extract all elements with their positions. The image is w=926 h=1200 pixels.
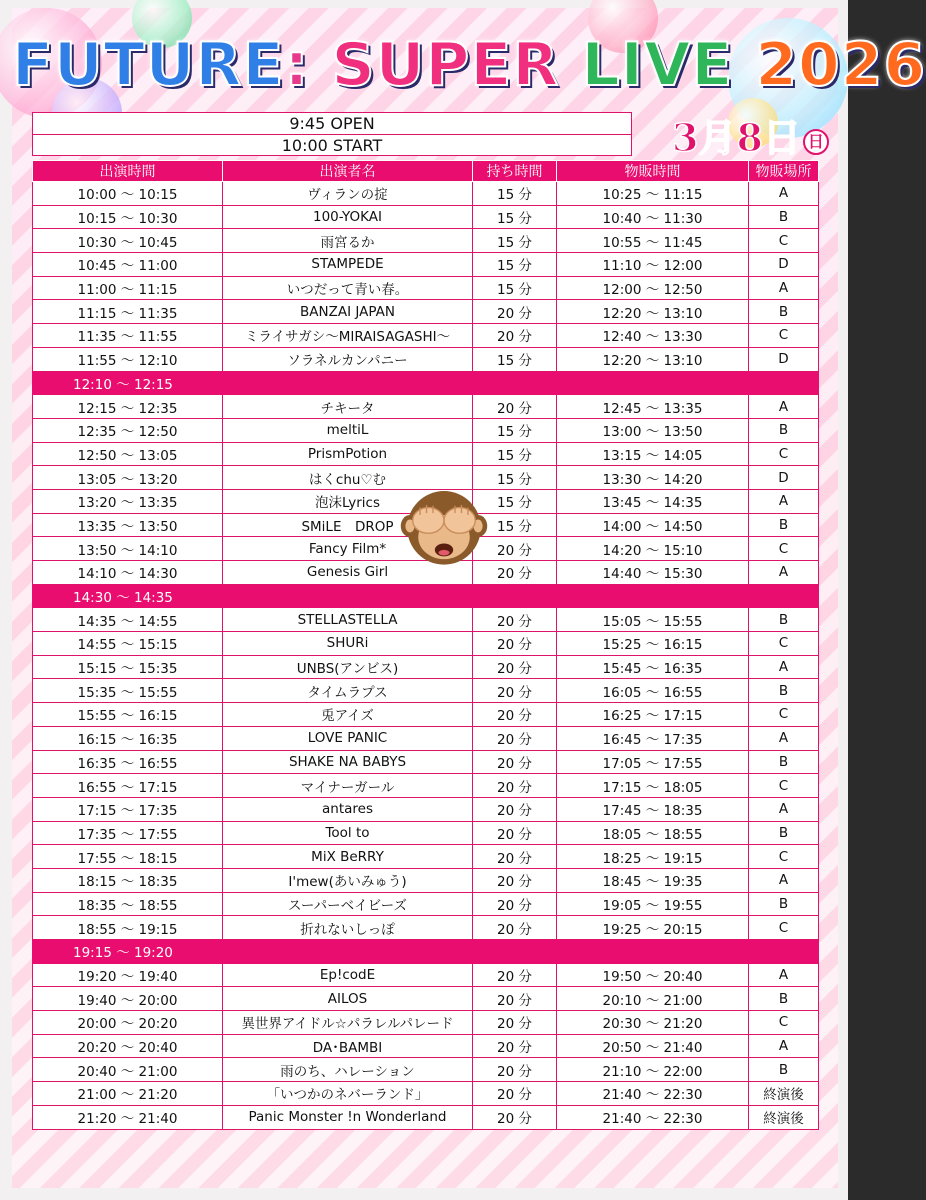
artist-name-cell: BANZAI JAPAN: [223, 300, 473, 324]
merch-time-cell: 19:50 〜 20:40: [557, 963, 749, 987]
table-row: [33, 679, 819, 703]
artist-name-cell: いつだって青い春。: [223, 276, 473, 300]
duration-cell: 20 分: [473, 655, 557, 679]
artist-name-cell: 100-YOKAI: [223, 205, 473, 229]
table-row: [33, 205, 819, 229]
merch-location-cell: A: [749, 797, 819, 821]
duration-cell: 20 分: [473, 561, 557, 585]
table-row: [33, 1105, 819, 1129]
merch-time-cell: 12:20 〜 13:10: [557, 300, 749, 324]
performance-time-cell: 14:35 〜 14:55: [33, 608, 223, 632]
table-row: [33, 868, 819, 892]
merch-time-cell: 20:10 〜 21:00: [557, 987, 749, 1011]
merch-time-cell: 15:25 〜 16:15: [557, 632, 749, 656]
artist-name-cell: Tool to: [223, 821, 473, 845]
performance-time-cell: 13:05 〜 13:20: [33, 466, 223, 490]
artist-name-cell: スーパーベイビーズ: [223, 892, 473, 916]
table-row: [33, 1034, 819, 1058]
title-live: LIVE: [581, 30, 734, 100]
artist-name-cell: PrismPotion: [223, 442, 473, 466]
performance-time-cell: 12:35 〜 12:50: [33, 418, 223, 442]
merch-location-cell: A: [749, 561, 819, 585]
merch-location-cell: C: [749, 324, 819, 348]
merch-location-cell: C: [749, 632, 819, 656]
merch-time-cell: 17:15 〜 18:05: [557, 774, 749, 798]
performance-time-cell: 11:00 〜 11:15: [33, 276, 223, 300]
performance-time-cell: 15:55 〜 16:15: [33, 703, 223, 727]
table-row: [33, 442, 819, 466]
merch-time-cell: 10:40 〜 11:30: [557, 205, 749, 229]
duration-cell: 15 分: [473, 276, 557, 300]
performance-time-cell: 13:35 〜 13:50: [33, 513, 223, 537]
merch-time-cell: 14:00 〜 14:50: [557, 513, 749, 537]
duration-cell: 15 分: [473, 442, 557, 466]
artist-name-cell: Fancy Film*: [223, 537, 473, 561]
merch-location-cell: A: [749, 726, 819, 750]
merch-time-cell: 20:50 〜 21:40: [557, 1034, 749, 1058]
performance-time-cell: 18:15 〜 18:35: [33, 868, 223, 892]
date-weekday: 日: [803, 129, 829, 155]
performance-time-cell: 16:35 〜 16:55: [33, 750, 223, 774]
merch-location-cell: A: [749, 963, 819, 987]
artist-name-cell: 兎アイズ: [223, 703, 473, 727]
header-merch-time: 物販時間: [557, 161, 749, 182]
table-row: [33, 916, 819, 940]
title-year: 2026: [755, 30, 926, 100]
merch-time-cell: 16:25 〜 17:15: [557, 703, 749, 727]
merch-location-cell: C: [749, 774, 819, 798]
table-row: [33, 750, 819, 774]
merch-location-cell: D: [749, 347, 819, 371]
open-start-box: [32, 112, 632, 156]
break-time: 12:10 〜 12:15: [33, 371, 819, 395]
break-time: 14:30 〜 14:35: [33, 584, 819, 608]
table-row: [33, 276, 819, 300]
duration-cell: 20 分: [473, 963, 557, 987]
performance-time-cell: 13:50 〜 14:10: [33, 537, 223, 561]
artist-name-cell: I'mew(あいみゅう): [223, 868, 473, 892]
merch-location-cell: C: [749, 537, 819, 561]
event-date: [672, 114, 829, 162]
table-row: [33, 418, 819, 442]
break-row: [33, 940, 819, 964]
duration-cell: 20 分: [473, 987, 557, 1011]
performance-time-cell: 16:15 〜 16:35: [33, 726, 223, 750]
performance-time-cell: 18:55 〜 19:15: [33, 916, 223, 940]
merch-time-cell: 12:20 〜 13:10: [557, 347, 749, 371]
merch-location-cell: B: [749, 608, 819, 632]
performance-time-cell: 16:55 〜 17:15: [33, 774, 223, 798]
merch-location-cell: C: [749, 1011, 819, 1035]
merch-location-cell: B: [749, 892, 819, 916]
table-row: [33, 987, 819, 1011]
merch-time-cell: 13:00 〜 13:50: [557, 418, 749, 442]
start-time: 10:00 START: [33, 134, 631, 156]
table-row: [33, 182, 819, 206]
header-merch-location: 物販場所: [749, 161, 819, 182]
merch-location-cell: 終演後: [749, 1082, 819, 1106]
performance-time-cell: 13:20 〜 13:35: [33, 489, 223, 513]
duration-cell: 15 分: [473, 182, 557, 206]
table-row: [33, 229, 819, 253]
table-row: [33, 774, 819, 798]
merch-time-cell: 10:55 〜 11:45: [557, 229, 749, 253]
duration-cell: 20 分: [473, 324, 557, 348]
table-row: [33, 324, 819, 348]
duration-cell: 20 分: [473, 632, 557, 656]
performance-time-cell: 12:50 〜 13:05: [33, 442, 223, 466]
timetable-body: [33, 182, 819, 1130]
merch-location-cell: A: [749, 182, 819, 206]
performance-time-cell: 11:55 〜 12:10: [33, 347, 223, 371]
break-time: 19:15 〜 19:20: [33, 940, 819, 964]
merch-time-cell: 13:30 〜 14:20: [557, 466, 749, 490]
duration-cell: 20 分: [473, 395, 557, 419]
break-row: [33, 584, 819, 608]
artist-name-cell: antares: [223, 797, 473, 821]
performance-time-cell: 18:35 〜 18:55: [33, 892, 223, 916]
event-poster: [12, 8, 926, 1188]
merch-location-cell: B: [749, 987, 819, 1011]
merch-location-cell: C: [749, 845, 819, 869]
duration-cell: 15 分: [473, 253, 557, 277]
merch-time-cell: 12:00 〜 12:50: [557, 276, 749, 300]
table-row: [33, 963, 819, 987]
duration-cell: 20 分: [473, 1105, 557, 1129]
performance-time-cell: 21:20 〜 21:40: [33, 1105, 223, 1129]
duration-cell: 20 分: [473, 797, 557, 821]
merch-time-cell: 18:05 〜 18:55: [557, 821, 749, 845]
artist-name-cell: SHAKE NA BABYS: [223, 750, 473, 774]
title-future: FUTURE: [12, 30, 285, 100]
break-row: [33, 371, 819, 395]
table-row: [33, 395, 819, 419]
artist-name-cell: ソラネルカンパニー: [223, 347, 473, 371]
artist-name-cell: SHURi: [223, 632, 473, 656]
merch-time-cell: 12:40 〜 13:30: [557, 324, 749, 348]
title-super: SUPER: [331, 30, 560, 100]
duration-cell: 20 分: [473, 608, 557, 632]
duration-cell: 20 分: [473, 868, 557, 892]
performance-time-cell: 11:35 〜 11:55: [33, 324, 223, 348]
merch-location-cell: C: [749, 703, 819, 727]
merch-location-cell: A: [749, 276, 819, 300]
performance-time-cell: 10:00 〜 10:15: [33, 182, 223, 206]
event-title: [12, 22, 926, 108]
duration-cell: 20 分: [473, 774, 557, 798]
merch-location-cell: B: [749, 300, 819, 324]
merch-location-cell: B: [749, 821, 819, 845]
merch-time-cell: 16:05 〜 16:55: [557, 679, 749, 703]
merch-location-cell: A: [749, 1034, 819, 1058]
artist-name-cell: 雨宮るか: [223, 229, 473, 253]
table-row: [33, 253, 819, 277]
merch-location-cell: A: [749, 395, 819, 419]
merch-location-cell: B: [749, 750, 819, 774]
duration-cell: 20 分: [473, 537, 557, 561]
artist-name-cell: 雨のち、ハレーション: [223, 1058, 473, 1082]
performance-time-cell: 21:00 〜 21:20: [33, 1082, 223, 1106]
duration-cell: 15 分: [473, 489, 557, 513]
merch-location-cell: D: [749, 253, 819, 277]
performance-time-cell: 14:10 〜 14:30: [33, 561, 223, 585]
duration-cell: 20 分: [473, 726, 557, 750]
artist-name-cell: はくchu♡む: [223, 466, 473, 490]
merch-time-cell: 17:45 〜 18:35: [557, 797, 749, 821]
merch-location-cell: A: [749, 868, 819, 892]
performance-time-cell: 17:35 〜 17:55: [33, 821, 223, 845]
table-row: [33, 703, 819, 727]
performance-time-cell: 20:40 〜 21:00: [33, 1058, 223, 1082]
timetable-header-row: [33, 161, 819, 182]
merch-time-cell: 19:25 〜 20:15: [557, 916, 749, 940]
artist-name-cell: 異世界アイドル☆パラレルパレード: [223, 1011, 473, 1035]
merch-time-cell: 21:40 〜 22:30: [557, 1105, 749, 1129]
table-row: [33, 1011, 819, 1035]
merch-time-cell: 14:20 〜 15:10: [557, 537, 749, 561]
artist-name-cell: Genesis Girl: [223, 561, 473, 585]
duration-cell: 15 分: [473, 205, 557, 229]
duration-cell: 20 分: [473, 703, 557, 727]
header-artist-name: 出演者名: [223, 161, 473, 182]
artist-name-cell: チキータ: [223, 395, 473, 419]
performance-time-cell: 10:15 〜 10:30: [33, 205, 223, 229]
table-row: [33, 797, 819, 821]
performance-time-cell: 10:45 〜 11:00: [33, 253, 223, 277]
merch-location-cell: B: [749, 205, 819, 229]
merch-location-cell: D: [749, 466, 819, 490]
performance-time-cell: 19:40 〜 20:00: [33, 987, 223, 1011]
duration-cell: 20 分: [473, 916, 557, 940]
artist-name-cell: STAMPEDE: [223, 253, 473, 277]
artist-name-cell: DA･BAMBI: [223, 1034, 473, 1058]
merch-time-cell: 21:10 〜 22:00: [557, 1058, 749, 1082]
see-no-evil-monkey-icon: [398, 480, 490, 572]
header-performance-time: 出演時間: [33, 161, 223, 182]
duration-cell: 20 分: [473, 1058, 557, 1082]
artist-name-cell: Panic Monster !n Wonderland: [223, 1105, 473, 1129]
merch-location-cell: A: [749, 655, 819, 679]
duration-cell: 20 分: [473, 892, 557, 916]
header-duration: 持ち時間: [473, 161, 557, 182]
artist-name-cell: LOVE PANIC: [223, 726, 473, 750]
merch-location-cell: B: [749, 513, 819, 537]
artist-name-cell: ミライサガシ〜MIRAISAGASHI〜: [223, 324, 473, 348]
performance-time-cell: 12:15 〜 12:35: [33, 395, 223, 419]
merch-time-cell: 19:05 〜 19:55: [557, 892, 749, 916]
merch-time-cell: 12:45 〜 13:35: [557, 395, 749, 419]
merch-time-cell: 15:45 〜 16:35: [557, 655, 749, 679]
merch-location-cell: C: [749, 916, 819, 940]
merch-location-cell: C: [749, 442, 819, 466]
table-row: [33, 632, 819, 656]
merch-location-cell: C: [749, 229, 819, 253]
artist-name-cell: SMiLE DROP: [223, 513, 473, 537]
artist-name-cell: 折れないしっぽ: [223, 916, 473, 940]
duration-cell: 20 分: [473, 1034, 557, 1058]
merch-time-cell: 18:25 〜 19:15: [557, 845, 749, 869]
table-row: [33, 821, 819, 845]
merch-time-cell: 18:45 〜 19:35: [557, 868, 749, 892]
performance-time-cell: 14:55 〜 15:15: [33, 632, 223, 656]
artist-name-cell: meltiL: [223, 418, 473, 442]
performance-time-cell: 11:15 〜 11:35: [33, 300, 223, 324]
merch-time-cell: 13:45 〜 14:35: [557, 489, 749, 513]
duration-cell: 15 分: [473, 418, 557, 442]
merch-location-cell: 終演後: [749, 1105, 819, 1129]
merch-location-cell: A: [749, 489, 819, 513]
timetable: [32, 160, 819, 1130]
artist-name-cell: 泡沫Lyrics: [223, 489, 473, 513]
merch-time-cell: 10:25 〜 11:15: [557, 182, 749, 206]
duration-cell: 20 分: [473, 750, 557, 774]
duration-cell: 20 分: [473, 1082, 557, 1106]
duration-cell: 15 分: [473, 466, 557, 490]
duration-cell: 15 分: [473, 347, 557, 371]
merch-time-cell: 17:05 〜 17:55: [557, 750, 749, 774]
artist-name-cell: タイムラプス: [223, 679, 473, 703]
merch-time-cell: 11:10 〜 12:00: [557, 253, 749, 277]
artist-name-cell: マイナーガール: [223, 774, 473, 798]
duration-cell: 15 分: [473, 513, 557, 537]
table-row: [33, 1082, 819, 1106]
artist-name-cell: ヴィランの掟: [223, 182, 473, 206]
artist-name-cell: AILOS: [223, 987, 473, 1011]
performance-time-cell: 15:15 〜 15:35: [33, 655, 223, 679]
merch-time-cell: 14:40 〜 15:30: [557, 561, 749, 585]
merch-time-cell: 16:45 〜 17:35: [557, 726, 749, 750]
merch-time-cell: 21:40 〜 22:30: [557, 1082, 749, 1106]
date-main: 3月8日: [672, 115, 801, 160]
merch-location-cell: B: [749, 679, 819, 703]
performance-time-cell: 19:20 〜 19:40: [33, 963, 223, 987]
title-colon: :: [284, 30, 310, 100]
merch-time-cell: 20:30 〜 21:20: [557, 1011, 749, 1035]
merch-time-cell: 13:15 〜 14:05: [557, 442, 749, 466]
artist-name-cell: Ep!codE: [223, 963, 473, 987]
table-row: [33, 608, 819, 632]
artist-name-cell: MiX BeRRY: [223, 845, 473, 869]
duration-cell: 15 分: [473, 229, 557, 253]
performance-time-cell: 17:55 〜 18:15: [33, 845, 223, 869]
open-time: 9:45 OPEN: [289, 114, 375, 133]
duration-cell: 20 分: [473, 1011, 557, 1035]
table-row: [33, 300, 819, 324]
duration-cell: 20 分: [473, 679, 557, 703]
table-row: [33, 1058, 819, 1082]
performance-time-cell: 15:35 〜 15:55: [33, 679, 223, 703]
artist-name-cell: UNBS(アンビス): [223, 655, 473, 679]
artist-name-cell: 「いつかのネバーランド」: [223, 1082, 473, 1106]
duration-cell: 20 分: [473, 300, 557, 324]
merch-location-cell: B: [749, 418, 819, 442]
duration-cell: 20 分: [473, 845, 557, 869]
table-row: [33, 347, 819, 371]
performance-time-cell: 20:20 〜 20:40: [33, 1034, 223, 1058]
table-row: [33, 726, 819, 750]
performance-time-cell: 17:15 〜 17:35: [33, 797, 223, 821]
table-row: [33, 655, 819, 679]
duration-cell: 20 分: [473, 821, 557, 845]
merch-time-cell: 15:05 〜 15:55: [557, 608, 749, 632]
performance-time-cell: 10:30 〜 10:45: [33, 229, 223, 253]
performance-time-cell: 20:00 〜 20:20: [33, 1011, 223, 1035]
table-row: [33, 845, 819, 869]
merch-location-cell: B: [749, 1058, 819, 1082]
artist-name-cell: STELLASTELLA: [223, 608, 473, 632]
table-row: [33, 892, 819, 916]
